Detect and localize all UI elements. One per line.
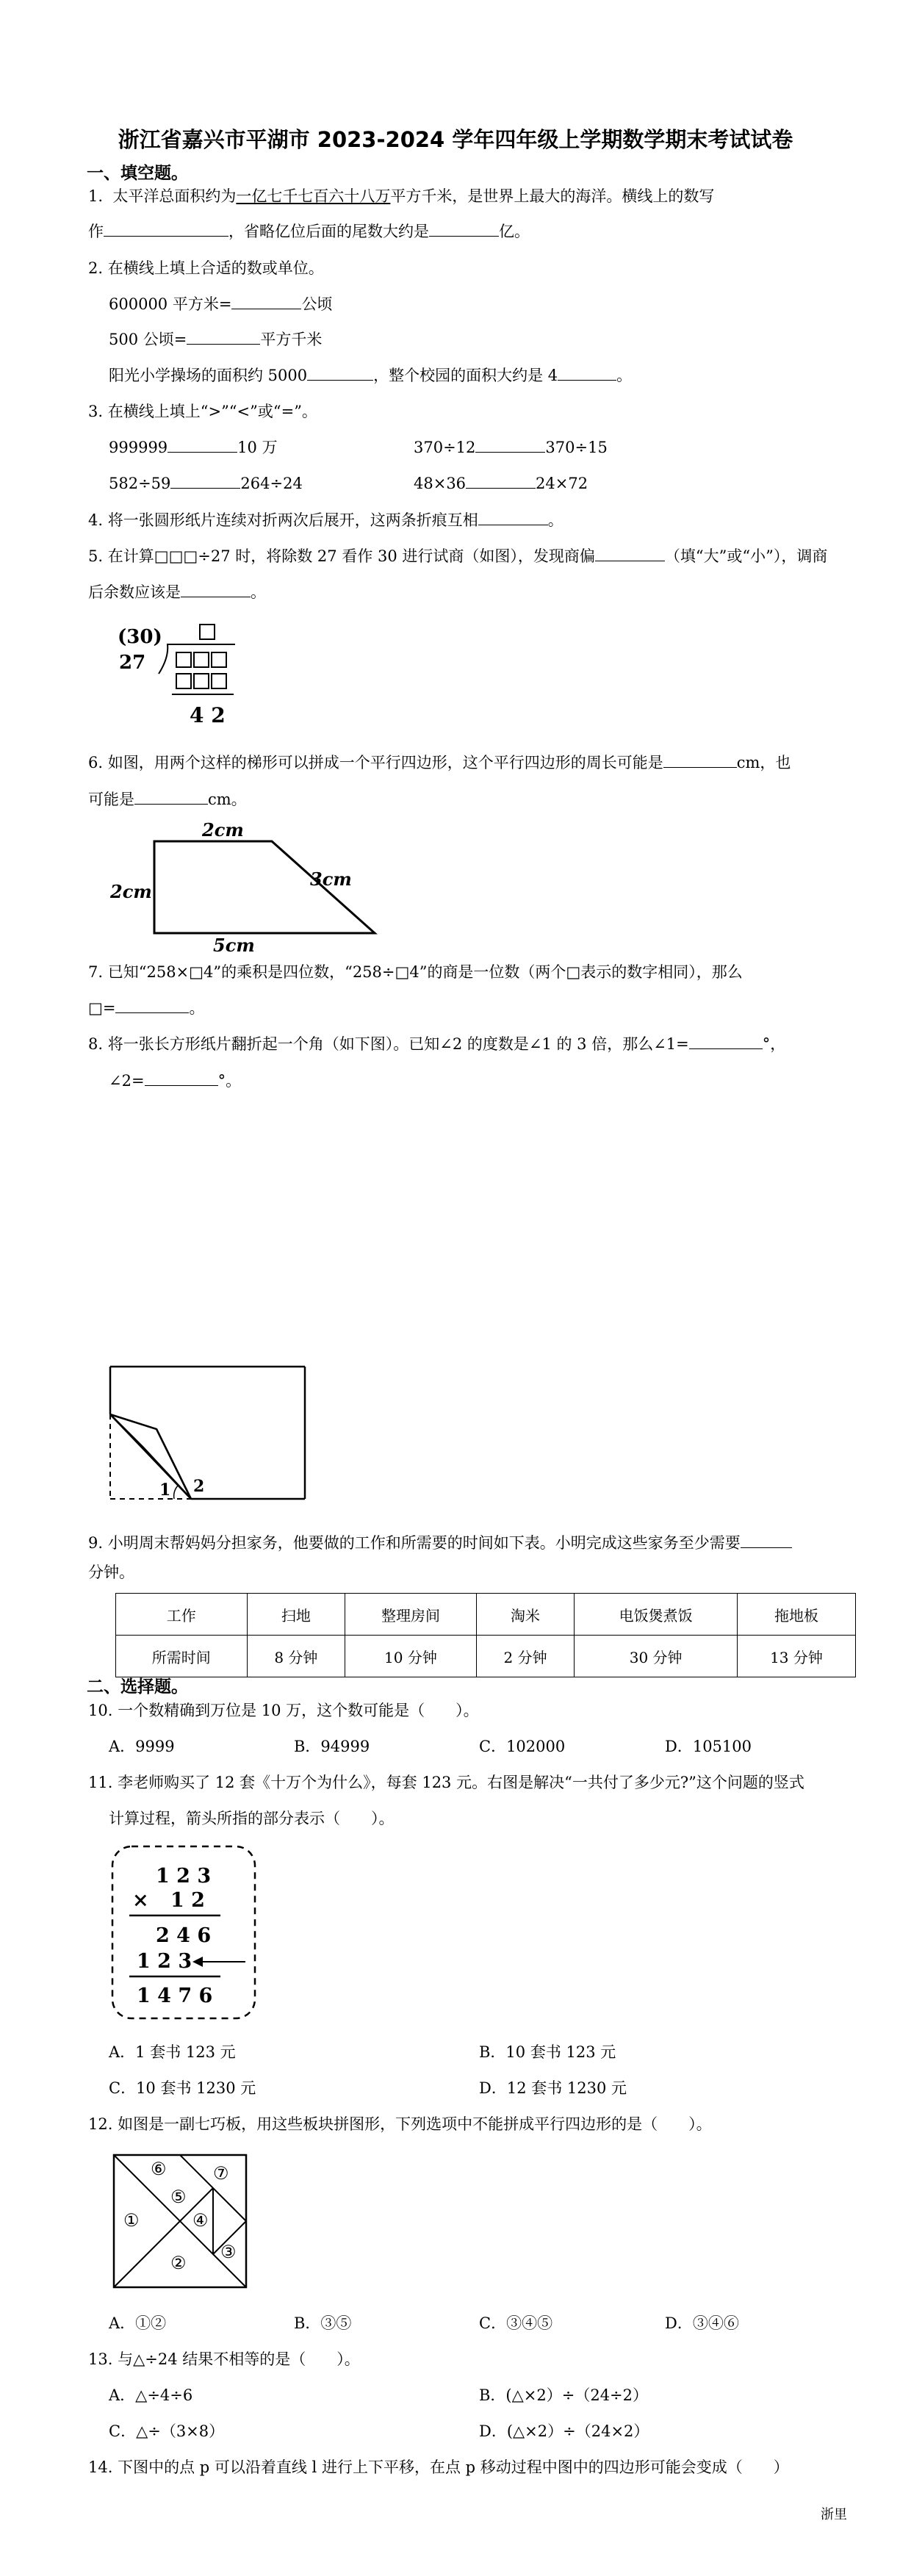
multiplicand: 1 2 3: [156, 1865, 212, 1888]
option-a[interactable]: A．9999: [109, 1738, 175, 1755]
partial-product-2: 1 2 3: [137, 1950, 192, 1973]
question-3-stem: [88, 400, 317, 422]
question-text: 。: [251, 583, 266, 601]
question-8-line-2: [109, 1070, 241, 1092]
angle-1-label: 1: [159, 1481, 171, 1500]
answer-blank[interactable]: [689, 1034, 763, 1049]
question-text: □=: [88, 999, 116, 1017]
table-cell: 所需时间: [116, 1636, 248, 1677]
question-number: 6.: [88, 754, 104, 771]
question-1-line-1: [88, 185, 714, 207]
piece-5: ⑤: [170, 2187, 187, 2207]
option-b[interactable]: B．(△×2）÷（24÷2）: [479, 2386, 649, 2404]
table-cell: 扫地: [247, 1594, 345, 1636]
question-text: 将一张长方形纸片翻折起一个角（如下图）。已知∠2 的度数是∠1 的 3 倍，那么∠1=: [107, 1035, 689, 1053]
expression: 370÷15: [545, 439, 608, 456]
question-9-line-1: [88, 1532, 792, 1554]
question-text: 可能是: [88, 791, 134, 808]
answer-blank[interactable]: [478, 510, 548, 525]
answer-blank[interactable]: [741, 1533, 792, 1548]
question-text: 已知“258×□4”的乘积是四位数，“258÷□4”的商是一位数（两个□表示的数字相同），那么: [107, 963, 743, 981]
piece-4: ④: [192, 2210, 209, 2231]
question-text: ，省略亿位后面的尾数大约是: [228, 223, 429, 240]
question-text: 将一张圆形纸片连续对折两次后展开，这两条折痕互相: [107, 511, 478, 529]
approx-divisor: (30): [118, 626, 162, 648]
product-box: [194, 674, 209, 688]
piece-7: ⑦: [213, 2163, 229, 2184]
page-footer: 浙里: [821, 2507, 847, 2522]
section-heading-fill-blank: 一、填空题。: [87, 164, 188, 183]
option-d[interactable]: D．(△×2）÷（24×2）: [479, 2422, 649, 2440]
arrow-head: [192, 1957, 203, 1967]
table-row: [116, 1636, 856, 1677]
question-text: 600000 平方米=: [109, 295, 232, 313]
question-text: 计算过程，箭头所指的部分表示（ ）。: [109, 1810, 395, 1827]
table-cell: 2 分钟: [476, 1636, 575, 1677]
option-c[interactable]: C．③④⑤: [479, 2314, 553, 2332]
question-text: 500 公顷=: [109, 331, 187, 348]
question-text: cm。: [208, 791, 247, 808]
question-text: 阳光小学操场的面积约 5000: [109, 367, 308, 384]
question-9-line-2: [88, 1561, 134, 1583]
question-text: 。: [547, 511, 563, 529]
option-c[interactable]: C．10 套书 1230 元: [109, 2079, 256, 2097]
question-text: 分钟。: [88, 1564, 134, 1581]
option-c[interactable]: C．102000: [479, 1738, 566, 1755]
question-7-line-1: [88, 961, 743, 983]
question-10-stem: [88, 1699, 479, 1721]
answer-blank[interactable]: [187, 329, 260, 345]
question-text: 亿。: [499, 223, 530, 240]
question-text: ，整个校园的面积大约是 4: [373, 367, 558, 384]
answer-blank[interactable]: [475, 437, 545, 453]
question-text: 与△÷24 结果不相等的是（ ）。: [118, 2350, 360, 2368]
question-number: 11.: [88, 1774, 113, 1791]
question-text: 李老师购买了 12 套《十万个为什么》，每套 123 元。右图是解决“一共付了多少元?”这个问题的竖式: [118, 1774, 804, 1791]
question-text: cm，也: [736, 754, 791, 771]
label-top: 2cm: [202, 819, 244, 841]
table-cell: 8 分钟: [247, 1636, 345, 1677]
table-cell: 拖地板: [737, 1594, 855, 1636]
question-text: 。: [189, 999, 205, 1017]
expression: 24×72: [536, 475, 588, 492]
question-number: 14.: [88, 2458, 113, 2476]
times-sign: ×: [132, 1889, 149, 1912]
question-number: 4.: [88, 511, 104, 529]
dividend-box: [176, 652, 191, 667]
question-4: [88, 509, 563, 531]
table-cell: 电饭煲煮饭: [575, 1594, 738, 1636]
question-5-line-1: [88, 545, 827, 567]
question-12-stem: [88, 2113, 712, 2135]
answer-blank[interactable]: [429, 221, 499, 237]
answer-blank[interactable]: [181, 582, 251, 597]
vertical-multiplication-figure: [110, 1844, 257, 2021]
expression: 582÷59: [109, 475, 171, 492]
question-5-line-2: [88, 581, 266, 603]
question-3-item-4: [414, 472, 588, 494]
angle-2-label: 2: [193, 1477, 205, 1496]
answer-blank[interactable]: [466, 473, 536, 489]
label-left: 2cm: [110, 881, 152, 902]
expression: 999999: [109, 439, 168, 456]
answer-blank[interactable]: [168, 437, 237, 453]
piece-2: ②: [170, 2253, 187, 2273]
table-cell: 30 分钟: [575, 1636, 738, 1677]
partial-product-1: 2 4 6: [156, 1924, 212, 1947]
question-14-stem: [88, 2456, 789, 2478]
question-text: 在计算□□□÷27 时，将除数 27 看作 30 进行试商（如图），发现商偏: [107, 547, 595, 565]
question-6-line-2: [88, 788, 247, 810]
expression: 264÷24: [240, 475, 303, 492]
table-cell: 整理房间: [345, 1594, 477, 1636]
question-number: 8.: [88, 1035, 104, 1053]
answer-blank[interactable]: [145, 1071, 218, 1086]
question-text: 平方千米: [260, 331, 323, 348]
question-text: 太平洋总面积约为: [112, 187, 237, 205]
long-division-figure: [103, 621, 250, 738]
answer-blank[interactable]: [231, 294, 301, 309]
question-number: 12.: [88, 2115, 113, 2133]
question-text: 在横线上填上“>”“<”或“=”。: [107, 403, 317, 420]
question-13-stem: [88, 2348, 360, 2370]
product-box: [176, 674, 191, 688]
question-text: 平方千米，是世界上最大的海洋。横线上的数写: [390, 187, 715, 205]
option-b[interactable]: B．94999: [294, 1738, 370, 1755]
expression: 370÷12: [414, 439, 476, 456]
question-1-line-2: [88, 220, 530, 242]
page-title: 浙江省嘉兴市平湖市 2023-2024 学年四年级上学期数学期末考试试卷: [118, 127, 793, 152]
angle-1-arc: [174, 1486, 178, 1499]
label-right: 3cm: [310, 868, 352, 890]
table-header-row: [116, 1594, 856, 1636]
question-text: 小明周末帮妈妈分担家务，他要做的工作和所需要的时间如下表。小明完成这些家务至少需要: [107, 1534, 741, 1552]
option-d[interactable]: D．③④⑥: [665, 2314, 739, 2332]
answer-blank[interactable]: [170, 473, 240, 489]
section-heading-choice: 二、选择题。: [87, 1677, 188, 1697]
question-text: °，: [762, 1035, 786, 1053]
question-text: 在横线上填上合适的数或单位。: [107, 259, 324, 277]
answer-blank[interactable]: [663, 752, 737, 768]
question-number: 2.: [88, 259, 104, 277]
option-b[interactable]: B．10 套书 123 元: [479, 2043, 616, 2061]
question-text: 后余数应该是: [88, 583, 181, 601]
question-number: 3.: [88, 403, 104, 420]
question-text: 。: [616, 367, 633, 384]
table-cell: 13 分钟: [737, 1636, 855, 1677]
expression: 48×36: [414, 475, 467, 492]
question-number: 7.: [88, 963, 104, 981]
question-text: 下图中的点 p 可以沿着直线 l 进行上下平移，在点 p 移动过程中图中的四边形可能会变成（ ）: [118, 2458, 789, 2476]
question-2-line-2: [109, 328, 322, 350]
answer-blank[interactable]: [104, 221, 228, 237]
question-2-line-3: [109, 364, 632, 386]
table-cell: 淘米: [476, 1594, 575, 1636]
answer-blank[interactable]: [307, 365, 373, 381]
question-3-item-3: [109, 472, 303, 494]
question-number: 1.: [88, 187, 104, 205]
question-3-item-1: [109, 436, 278, 458]
question-2-line-1: [109, 293, 332, 315]
question-text: 如图是一副七巧板，用这些板块拼图形，下列选项中不能拼成平行四边形的是（ ）。: [118, 2115, 712, 2133]
question-text: ∠2=: [109, 1072, 145, 1090]
label-bottom: 5cm: [213, 935, 255, 955]
question-text: 如图，用两个这样的梯形可以拼成一个平行四边形，这个平行四边形的周长可能是: [107, 754, 663, 771]
question-text: （填“大”或“小”），调商: [664, 547, 828, 565]
question-number: 13.: [88, 2350, 113, 2368]
tangram-figure: [110, 2151, 250, 2291]
expression: 10 万: [237, 439, 278, 456]
divisor: 27: [119, 652, 146, 674]
table-cell: 10 分钟: [345, 1636, 477, 1677]
option-d[interactable]: D．105100: [665, 1738, 752, 1755]
question-11-line-2: [109, 1807, 395, 1830]
option-a[interactable]: A．1 套书 123 元: [109, 2043, 236, 2061]
option-b[interactable]: B．③⑤: [294, 2314, 352, 2332]
question-6-line-1: [88, 752, 791, 774]
question-number: 5.: [88, 547, 104, 565]
answer-blank[interactable]: [558, 365, 616, 381]
question-3-item-2: [414, 436, 608, 458]
multiplier: 1 2: [170, 1889, 205, 1912]
question-number: 10.: [88, 1702, 113, 1719]
piece-3: ③: [220, 2242, 237, 2262]
folded-flap: [110, 1414, 191, 1499]
question-2-stem: [88, 257, 324, 279]
trapezoid-figure: [110, 816, 404, 955]
remainder: 4 2: [190, 703, 226, 727]
division-bracket: [159, 644, 235, 674]
question-7-line-2: [88, 997, 204, 1019]
question-11-line-1: [88, 1771, 804, 1794]
question-8-line-1: [88, 1033, 785, 1055]
question-text: 作: [88, 223, 104, 240]
question-text: °。: [217, 1072, 242, 1090]
option-d[interactable]: D．12 套书 1230 元: [479, 2079, 627, 2097]
product-box: [212, 674, 226, 688]
quotient-box: [200, 625, 215, 639]
piece-6: ⑥: [151, 2159, 167, 2179]
question-text: 一个数精确到万位是 10 万，这个数可能是（ ）。: [118, 1702, 479, 1719]
option-a[interactable]: A．△÷4÷6: [109, 2386, 193, 2404]
question-text: 公顷: [301, 295, 333, 313]
underlined-number-words: 一亿七千七百六十八万: [236, 187, 391, 205]
dividend-box: [212, 652, 226, 667]
final-product: 1 4 7 6: [137, 1985, 213, 2007]
answer-blank[interactable]: [134, 789, 208, 805]
chores-table: [115, 1593, 856, 1677]
option-a[interactable]: A．①②: [109, 2314, 167, 2332]
option-c[interactable]: C．△÷（3×8）: [109, 2422, 225, 2440]
answer-blank[interactable]: [115, 998, 189, 1013]
question-number: 9.: [88, 1534, 104, 1552]
piece-1: ①: [123, 2210, 140, 2231]
dividend-box: [194, 652, 209, 667]
answer-blank[interactable]: [595, 546, 665, 561]
folded-paper-figure: [107, 1363, 312, 1506]
table-cell: 工作: [116, 1594, 248, 1636]
